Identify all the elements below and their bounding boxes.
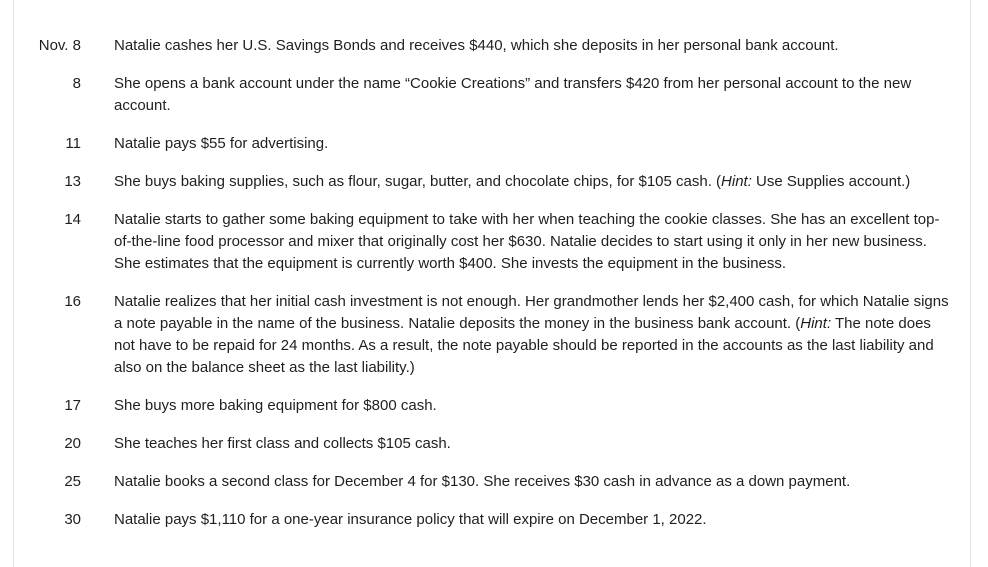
transaction-description xyxy=(114,291,950,379)
transaction-date: 17 xyxy=(64,397,81,414)
transaction-description: Natalie books a second class for December 4 for $130. She receives $30 cash in advance as a down payment. xyxy=(114,473,851,490)
transaction-description: Natalie cashes her U.S. Savings Bonds and receives $440, which she deposits in her personal bank account. xyxy=(114,37,839,54)
transaction-description xyxy=(114,171,950,193)
transaction-description: She buys more baking equipment for $800 cash. xyxy=(114,397,437,414)
transaction-date: 20 xyxy=(64,435,81,452)
transaction-row xyxy=(14,291,972,379)
transaction-row xyxy=(14,471,972,493)
transaction-date: 11 xyxy=(65,135,81,152)
transaction-description: She opens a bank account under the name “Cookie Creations” and transfers $420 from her personal account to the new account. xyxy=(114,75,912,114)
description-text: Natalie realizes that her initial cash investment is not enough. Her grandmother lends her $2,400 cash, for which Natalie signs a note payable in the name of the business. Natalie deposits the money in the business bank account. ( xyxy=(114,293,949,332)
transaction-description: Natalie pays $1,110 for a one-year insurance policy that will expire on December 1, 2022. xyxy=(114,511,707,528)
description-text: She buys baking supplies, such as flour, sugar, butter, and chocolate chips, for $105 cash. ( xyxy=(114,173,722,190)
transaction-date: 8 xyxy=(72,75,81,92)
description-text: The note does not have to be repaid for 24 months. As a result, the note payable should be reported in the accounts as the last liability and also on the balance sheet as the last liability.) xyxy=(114,315,934,376)
transaction-date: 30 xyxy=(64,511,81,528)
transaction-row xyxy=(14,171,972,193)
transaction-row xyxy=(14,73,972,117)
transaction-row xyxy=(14,133,972,155)
transaction-row xyxy=(14,35,972,57)
transaction-date: 16 xyxy=(64,293,81,310)
description-text: Use Supplies account.) xyxy=(751,173,911,190)
transaction-row xyxy=(14,509,972,531)
transaction-row xyxy=(14,433,972,455)
transaction-date: 14 xyxy=(64,211,81,228)
transaction-date: 25 xyxy=(64,473,81,490)
transaction-date: Nov. 8 xyxy=(38,37,81,54)
hint-label: Hint: xyxy=(721,173,752,190)
transaction-list xyxy=(14,35,972,547)
hint-label: Hint: xyxy=(800,315,832,332)
transaction-date: 13 xyxy=(64,173,81,190)
transaction-description: She teaches her first class and collects $105 cash. xyxy=(114,435,451,452)
transaction-row xyxy=(14,395,972,417)
transaction-description: Natalie pays $55 for advertising. xyxy=(114,135,329,152)
transaction-description: Natalie starts to gather some baking equipment to take with her when teaching the cookie classes. She has an excellent top-of-the-line food processor and mixer that originally cost her $630. Natalie decides to start using it only in her new business. She estimates that the equipment is currently worth $400. She invests the equipment in the business. xyxy=(114,211,940,272)
transaction-row xyxy=(14,209,972,275)
content-panel xyxy=(13,0,971,567)
